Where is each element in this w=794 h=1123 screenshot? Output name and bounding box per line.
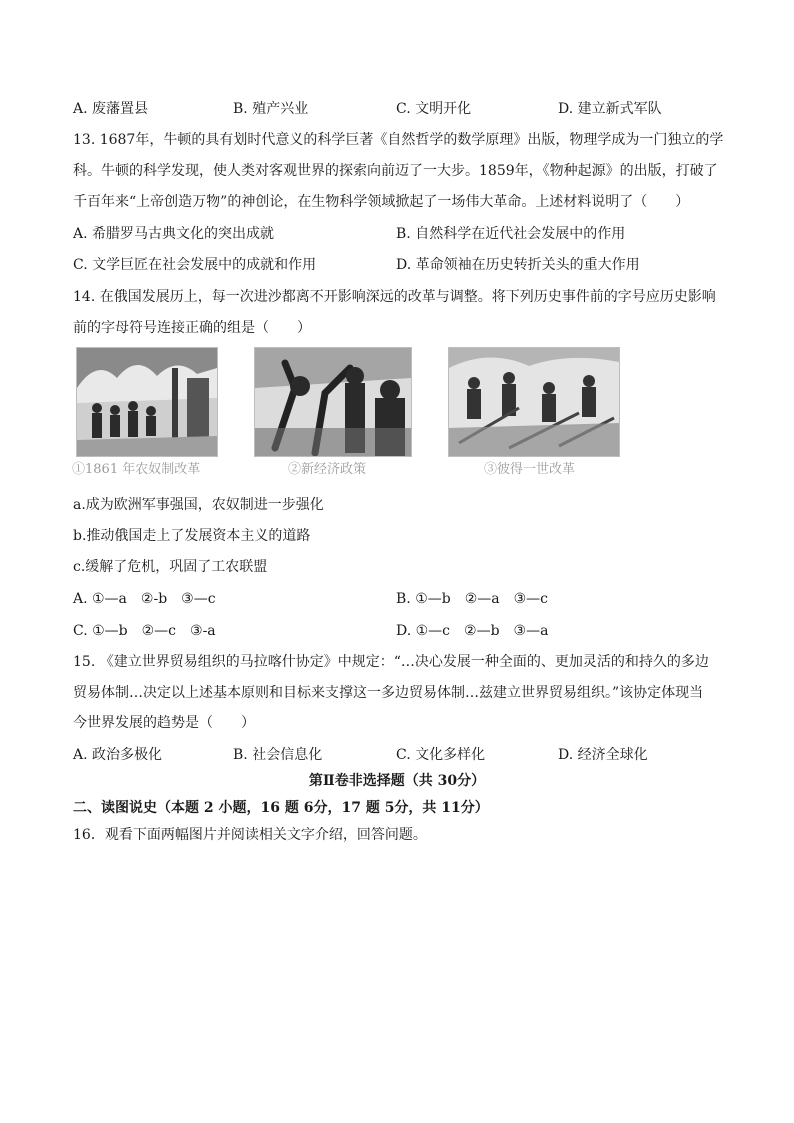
q12-option-c: C. 文明开化: [396, 101, 472, 117]
q16-text: 16．观看下面两幅图片并阅读相关文字介绍，回答问题。: [73, 827, 427, 843]
q13-text-line-2: 科。牛顿的科学发现，使人类对客观世界的探索向前迈了一大步。1859年，《物种起源》的出版，打破了: [73, 163, 718, 179]
q13-option-c: C. 文学巨匠在社会发展中的成就和作用: [73, 257, 317, 273]
peter-the-great-reform-caption: ③彼得一世改革: [484, 462, 576, 477]
q14-impact-c: c.缓解了危机，巩固了工农联盟: [73, 559, 268, 575]
q15-option-c: C. 文化多样化: [396, 747, 486, 763]
q14-text-line-1: 14. 在俄国发展历上，每一次进沙都离不开影响深远的改革与调整。将下列历史事件前的字号应历史影响: [73, 289, 716, 305]
q13-text-line-3: 千百年来“上帝创造万物”的神创论，在生物科学领域掀起了一场伟大革命。上述材料说明了（ ）: [73, 194, 690, 210]
q13-option-d: D. 革命领袖在历史转折关头的重大作用: [396, 257, 640, 273]
part-two-title: 第Ⅱ卷非选择题（共 30分）: [308, 773, 486, 789]
q12-option-b: B. 殖产兴业: [233, 101, 309, 117]
q14-text-line-2: 前的字母符号连接正确的组是（ ）: [73, 320, 311, 336]
q15-option-d: D. 经济全球化: [558, 747, 648, 763]
q15-text-line-1: 15. 《建立世界贸易组织的马拉喀什协定》中规定：“…决心发展一种全面的、更加灵活的和持久的多边: [73, 654, 709, 670]
q15-text-line-3: 今世界发展的趋势是（ ）: [73, 715, 255, 731]
q15-text-line-2: 贸易体制…决定以上述基本原则和目标来支撑这一多边贸易体制…兹建立世界贸易组织。”该协定体现当: [73, 685, 704, 701]
q14-option-b: B. ①—b ②—a ③—c: [396, 591, 548, 607]
new-economic-policy-caption: ②新经济政策: [288, 462, 367, 477]
q14-impact-b: b.推动俄国走上了发展资本主义的道路: [73, 528, 311, 544]
serf-reform-caption: ①1861 年农奴制改革: [72, 462, 201, 477]
q14-option-a: A. ①—a ②-b ③—c: [73, 591, 216, 607]
q14-option-c: C. ①—b ②—c ③-a: [73, 623, 216, 639]
q13-text-line-1: 13. 1687年，牛顿的具有划时代意义的科学巨著《自然哲学的数学原理》出版，物理学成为一门独立的学: [73, 132, 724, 148]
q12-option-a: A. 废藩置县: [73, 101, 149, 117]
q12-option-d: D. 建立新式军队: [558, 101, 662, 117]
q15-option-b: B. 社会信息化: [233, 747, 323, 763]
q14-impact-a: a.成为欧洲军事强国，农奴制进一步强化: [73, 497, 324, 513]
serf-reform-image: [76, 347, 218, 457]
section-two-title: 二、读图说史（本题 2 小题，16 题 6分，17 题 5分，共 11分）: [73, 800, 489, 816]
q14-option-d: D. ①—c ②—b ③—a: [396, 623, 549, 639]
new-economic-policy-image: [254, 347, 412, 457]
q13-option-b: B. 自然科学在近代社会发展中的作用: [396, 226, 626, 242]
q13-option-a: A. 希腊罗马古典文化的突出成就: [73, 226, 275, 242]
peter-the-great-reform-image: [448, 347, 620, 457]
q15-option-a: A. 政治多极化: [73, 747, 163, 763]
